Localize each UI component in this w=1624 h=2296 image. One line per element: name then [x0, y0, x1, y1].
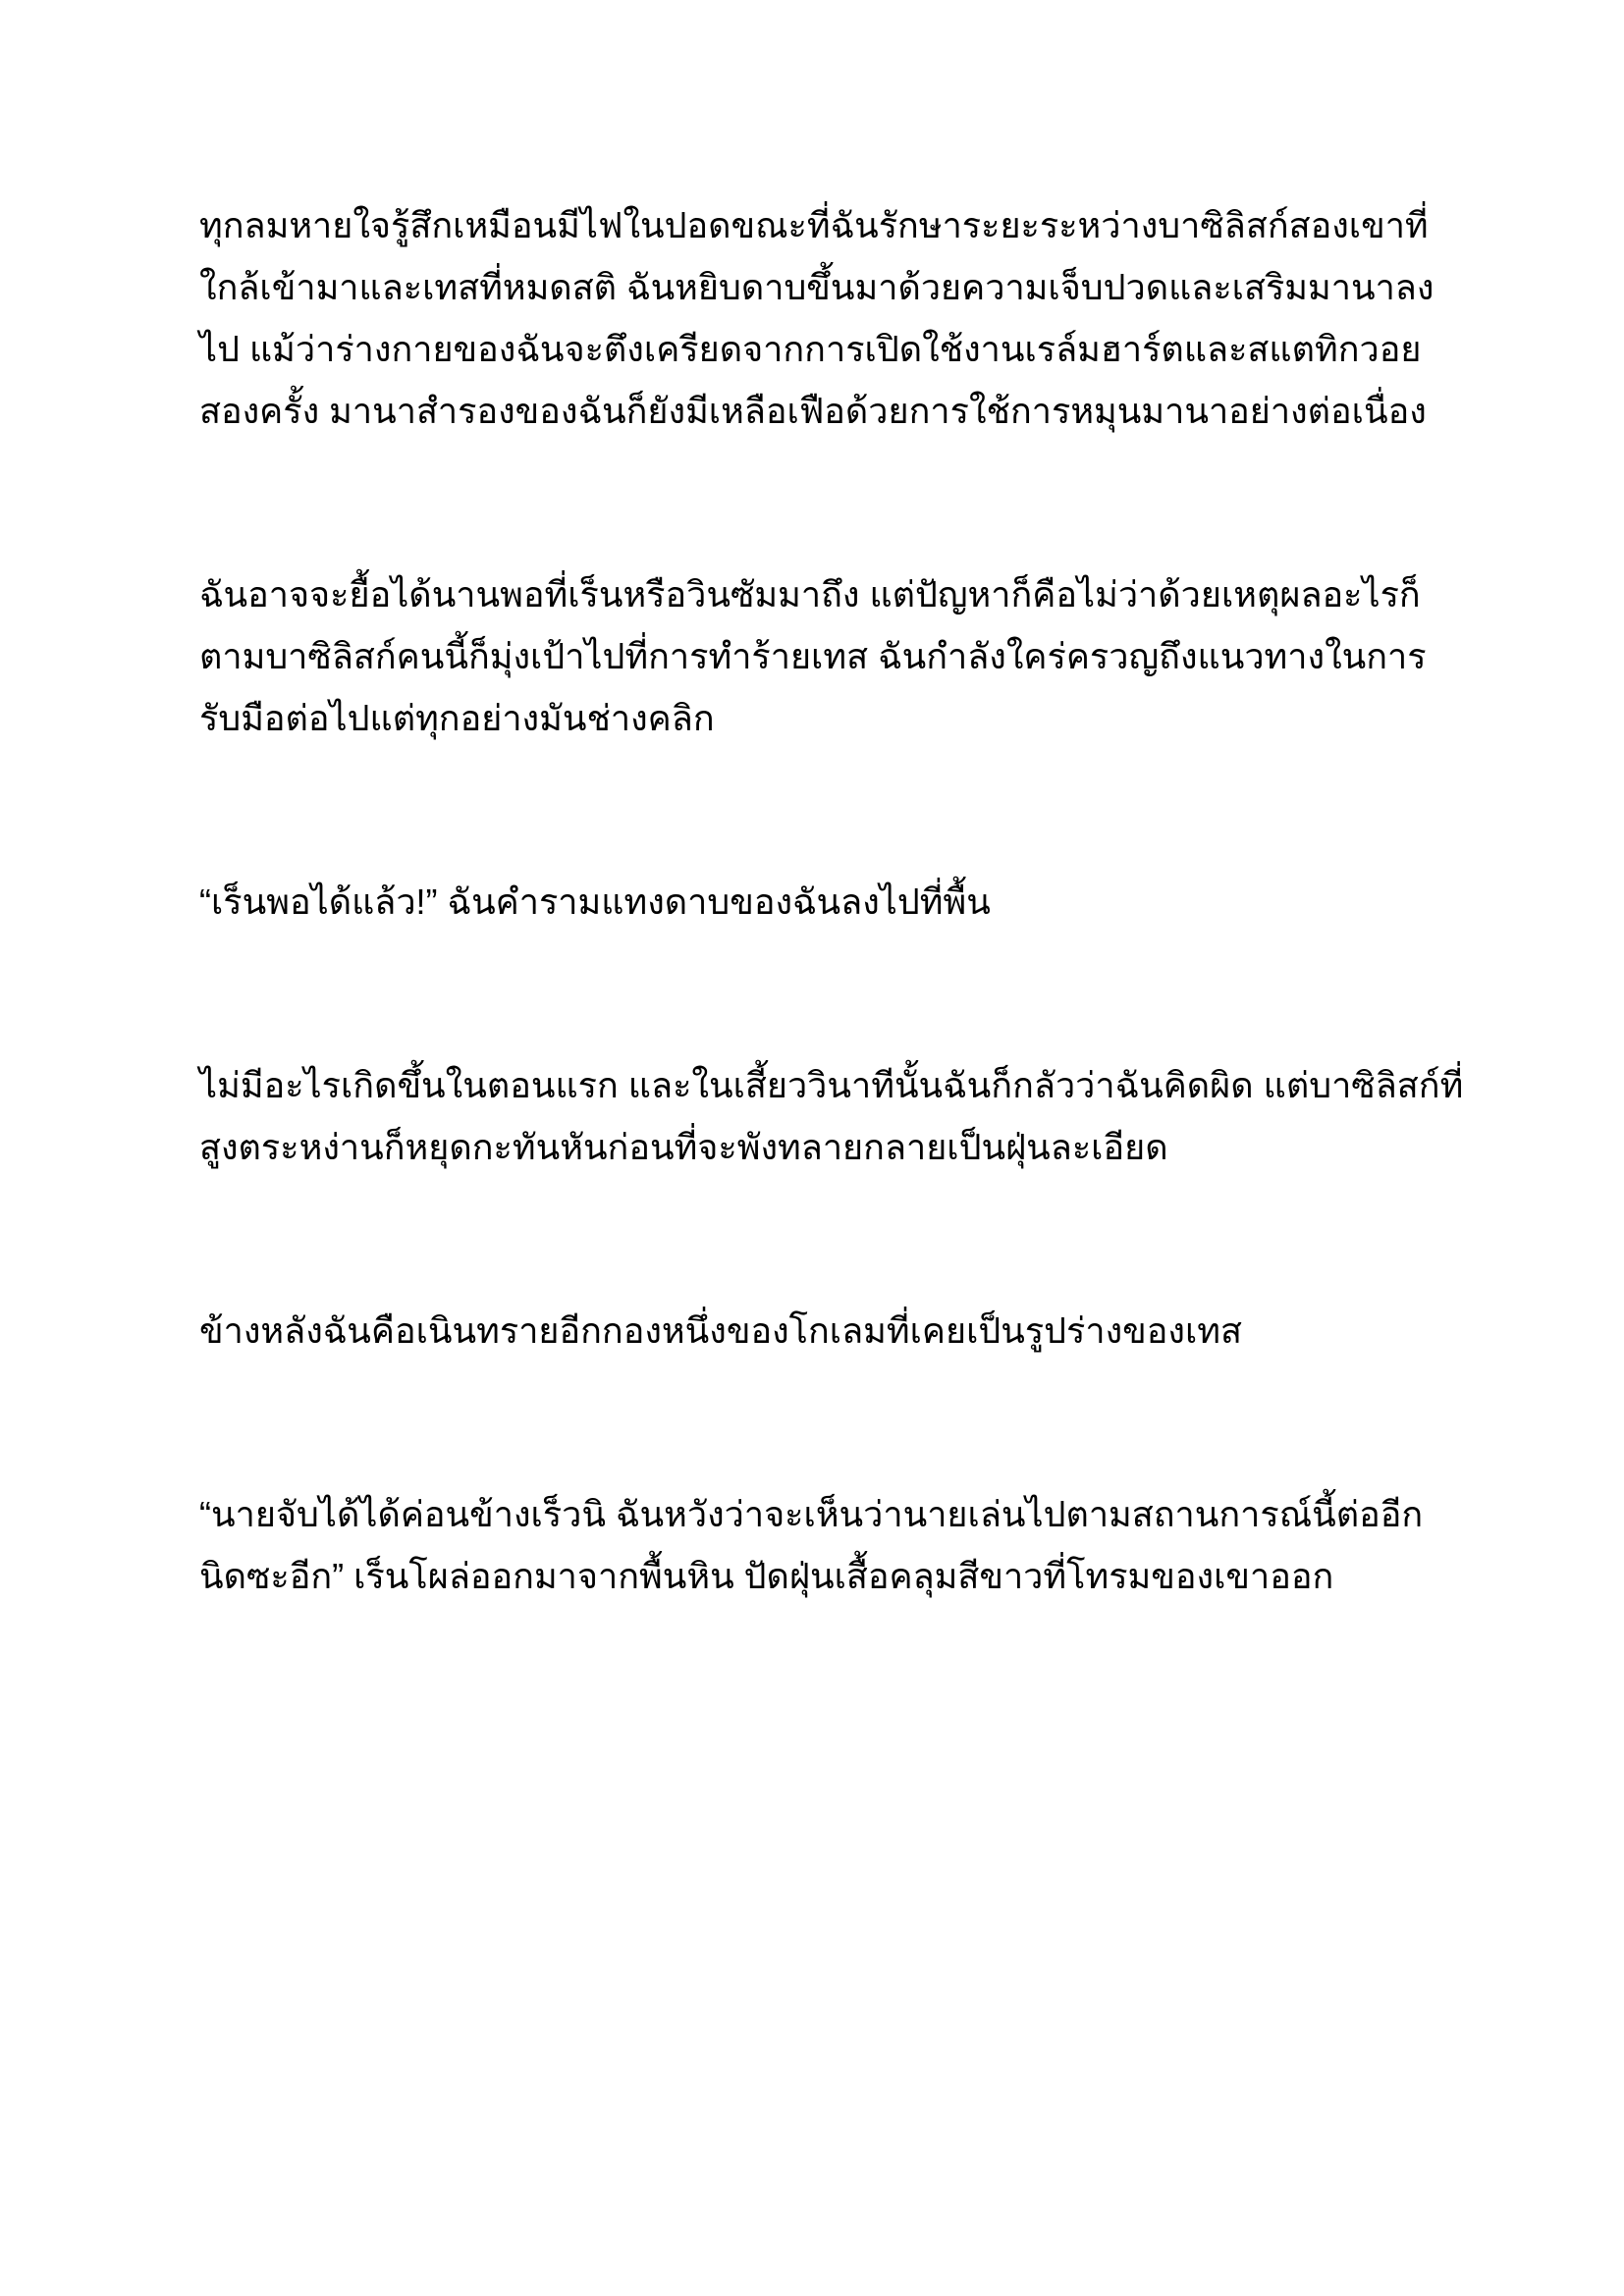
paragraph-line: ข้างหลังฉันคือเนินทรายอีกกองหนึ่งของโกเลมที่เคยเป็นรูปร่างของเทส [199, 1310, 1242, 1351]
paragraph-line: รับมือต่อไปแต่ทุกอย่างมันช่างคลิก [199, 698, 715, 738]
paragraph-line: “เร็นพอได้แล้ว!” ฉันคำรามแทงดาบของฉันลงไปที่พื้น [199, 881, 991, 922]
paragraph-line: ไป แม้ว่าร่างกายของฉันจะตึงเครียดจากการเปิดใช้งานเรล์มฮาร์ตและสแตทิกวอย [199, 329, 1422, 369]
paragraph-6 [199, 1483, 1436, 1607]
paragraph-line: ไม่มีอะไรเกิดขึ้นในตอนแรก และในเสี้ยววินาทีนั้นฉันก็กลัวว่าฉันคิดผิด แต่บาซิลิสก์ที่ [199, 1065, 1464, 1105]
paragraph-1 [199, 194, 1436, 442]
paragraph-line: ฉันอาจจะยื้อได้นานพอที่เร็นหรือวินซัมมาถึง แต่ปัญหาก็คือไม่ว่าด้วยเหตุผลอะไรก็ [199, 574, 1421, 614]
paragraph-line: ใกล้เข้ามาและเทสที่หมดสติ ฉันหยิบดาบขึ้นมาด้วยความเจ็บปวดและเสริมมานาลง [199, 267, 1435, 307]
paragraph-line: ตามบาซิลิสก์คนนี้ก็มุ่งเป้าไปที่การทำร้ายเทส ฉันกำลังใคร่ครวญถึงแนวทางในการ [199, 636, 1427, 676]
paragraph-line: นิดซะอีก” เร็นโผล่ออกมาจากพื้นหิน ปัดฝุ่นเสื้อคลุมสีขาวที่โทรมของเขาออก [199, 1556, 1334, 1596]
paragraph-line: ทุกลมหายใจรู้สึกเหมือนมีไฟในปอดขณะที่ฉันรักษาระยะระหว่างบาซิลิสก์สองเขาที่ [199, 205, 1429, 245]
document-body [199, 194, 1464, 1729]
paragraph-line: สูงตระหง่านก็หยุดกะทันหันก่อนที่จะพังทลายกลายเป็นฝุ่นละเอียด [199, 1127, 1168, 1167]
paragraph-5 [199, 1300, 1436, 1362]
paragraph-line: สองครั้ง มานาสำรองของฉันก็ยังมีเหลือเฟือด้วยการใช้การหมุนมานาอย่างต่อเนื่อง [199, 391, 1427, 431]
paragraph-2 [199, 563, 1436, 749]
paragraph-3 [199, 871, 1436, 933]
paragraph-line: “นายจับได้ได้ค่อนข้างเร็วนิ ฉันหวังว่าจะเห็นว่านายเล่นไปตามสถานการณ์นี้ต่ออีก [199, 1494, 1424, 1534]
paragraph-4 [199, 1054, 1464, 1178]
